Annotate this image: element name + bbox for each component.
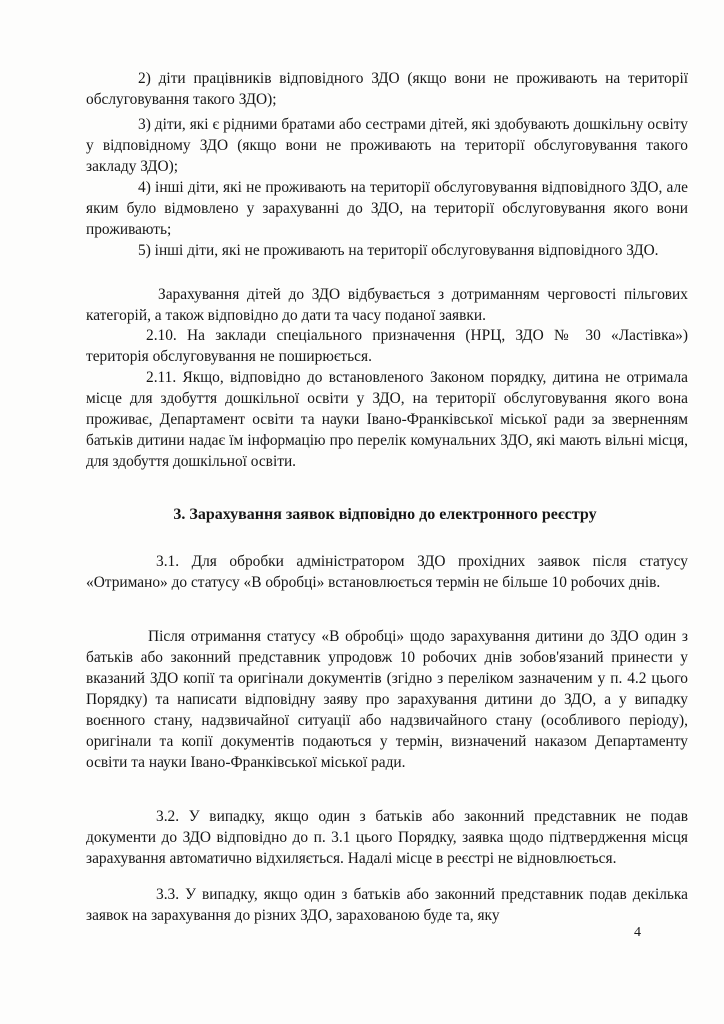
paragraph-after-status: Після отримання статусу «В обробці» щодо зарахування дитини до ЗДО один з батьків або законний представник упродовж 10 робочих днів зобов'язаний принести у вказаний ЗДО копії та оригінали документів (згідно з переліком зазначеним у п. 4.2 цього Порядку) та написати відповідну заяву про зарахування дитини до ЗДО, а у випадку воєнного стану, надзвичайної ситуації або надзвичайного стану (особливого періоду), оригінали та копії документів подаються у термін, визначений наказом Департаменту освіти та науки Івано-Франківської міської ради. xyxy=(86,628,688,771)
paragraph-2-11: 2.11. Якщо, відповідно до встановленого Законом порядку, дитина не отримала місце для здобуття дошкільної освіти у ЗДО, на території обслуговування якого вона проживає, Департамент освіти та науки Івано-Франківської міської ради за зверненням батьків дитини надає їм інформацію про перелік комунальних ЗДО, які мають вільні місця, для здобуття дошкільної освіти. xyxy=(86,369,688,470)
paragraph-2-10: 2.10. На заклади спеціального призначення (НРЦ, ЗДО № 30 «Ластівка») територія обслуговування не поширюється. xyxy=(86,327,688,365)
section-heading: 3. Зарахування заявок відповідно до електронного реєстру xyxy=(173,506,597,523)
paragraph-item-2: 2) діти працівників відповідного ЗДО (якщо вони не проживають на території обслуговування такого ЗДО); xyxy=(86,70,688,108)
paragraph-3-1: 3.1. Для обробки адміністратором ЗДО прохідних заявок після статусу «Отримано» до статусу «В обробці» встановлюється термін не більше 10 робочих днів. xyxy=(86,553,688,591)
paragraph-item-5: 5) інші діти, які не проживають на території обслуговування відповідного ЗДО. xyxy=(138,242,659,259)
paragraph-3-2: 3.2. У випадку, якщо один з батьків або законний представник не подав документи до ЗДО відповідно до п. 3.1 цього Порядку, заявка щодо підтвердження місця зарахування автоматично відхиляється. Надалі місце в реєстрі не відновлюється. xyxy=(86,808,688,867)
paragraph-item-3: 3) діти, які є рідними братами або сестрами дітей, які здобувають дошкільну освіту у відповідному ЗДО (якщо вони не проживають на території обслуговування такого закладу ЗДО); xyxy=(86,116,688,175)
paragraph-enrollment-priority: Зарахування дітей до ЗДО відбувається з дотриманням черговості пільгових категорій, а також відповідно до дати та часу поданої заявки. xyxy=(86,286,688,324)
paragraph-item-4: 4) інші діти, які не проживають на території обслуговування відповідного ЗДО, але яким було відмовлено у зарахуванні до ЗДО, на території обслуговування якого вони проживають; xyxy=(86,179,688,238)
paragraph-3-3: 3.3. У випадку, якщо один з батьків або законний представник подав декілька заявок на зарахування до різних ЗДО, зарахованою буде та, яку xyxy=(86,886,688,924)
page-number: 4 xyxy=(634,925,641,940)
